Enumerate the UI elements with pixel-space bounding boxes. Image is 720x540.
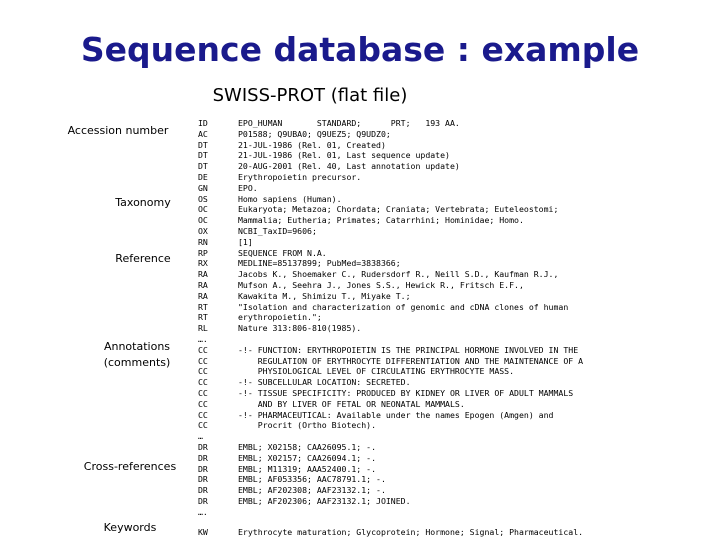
record-row: [198, 291, 583, 302]
record-row: [198, 150, 583, 161]
record-code: OC: [198, 215, 208, 226]
label-taxonomy: Taxonomy: [115, 196, 171, 209]
record-code: CC: [198, 398, 208, 409]
record-row: [198, 302, 583, 313]
label-keywords: Keywords: [103, 521, 157, 534]
record-text: [1]: [238, 236, 253, 247]
record-text: 21-JUL-1986 (Rel. 01, Last sequence update): [238, 150, 450, 161]
record-code: OX: [198, 225, 208, 236]
slide-title: Sequence database : example: [80, 30, 640, 69]
record-code: RA: [198, 269, 208, 280]
record-row: [198, 248, 583, 259]
label-reference: Reference: [115, 252, 171, 265]
record-code: CC: [198, 420, 208, 431]
record-text: -!- TISSUE SPECIFICITY: PRODUCED BY KIDNEY OR LIVER OF ADULT MAMMALS: [238, 387, 574, 398]
record-text: EPO_HUMAN STANDARD; PRT; 193 AA.: [238, 118, 460, 128]
record-row: [198, 161, 583, 172]
record-code: DT: [198, 161, 208, 172]
record-row: [198, 431, 583, 442]
record-row: [198, 226, 583, 237]
record-text: -!- PHARMACEUTICAL: Available under the names Epogen (Amgen) and: [238, 409, 554, 420]
record-text: "Isolation and characterization of genomic and cDNA clones of human: [238, 301, 569, 312]
record-text: Erythropoietin precursor.: [238, 171, 362, 182]
record-text: NCBI_TaxID=9606;: [238, 225, 317, 236]
record-text: 20-AUG-2001 (Rel. 40, Last annotation update): [238, 161, 460, 172]
record-row: [198, 399, 583, 410]
record-text: erythropoietin.";: [238, 312, 322, 323]
record-code: CC: [198, 377, 208, 388]
record-row: [198, 410, 583, 421]
record-row: [198, 118, 583, 129]
record-code: DR: [198, 452, 208, 463]
label-annotations: [77, 339, 197, 371]
label-accession: Accession number: [67, 124, 169, 137]
slide-subtitle: SWISS-PROT (flat file): [212, 85, 408, 106]
record-text: Mufson A., Seehra J., Jones S.S., Hewick R., Fritsch E.F.,: [238, 279, 524, 290]
record-row: [198, 280, 583, 291]
record-row: [198, 366, 583, 377]
record-row: [198, 323, 583, 334]
record-code: DE: [198, 171, 208, 182]
record-row: [198, 129, 583, 140]
record-text: Procrit (Ortho Biotech).: [238, 420, 377, 431]
record-text: EMBL; X02158; CAA26095.1; -.: [238, 441, 377, 452]
record-code: KW: [198, 527, 208, 537]
record-code: AC: [198, 128, 208, 139]
record-row: [198, 474, 583, 485]
record-row: [198, 388, 583, 399]
record-row: [198, 485, 583, 496]
record-row: [198, 464, 583, 475]
record-code: ID: [198, 118, 208, 128]
record-code: GN: [198, 182, 208, 193]
record-code: OC: [198, 204, 208, 215]
record-row: [198, 442, 583, 453]
record-code: CC: [198, 355, 208, 366]
swissprot-record: [198, 118, 583, 517]
record-code: CC: [198, 387, 208, 398]
record-text: -!- SUBCELLULAR LOCATION: SECRETED.: [238, 377, 411, 388]
record-code: DT: [198, 139, 208, 150]
record-text: Eukaryota; Metazoa; Chordata; Craniata; Vertebrata; Euteleostomi;: [238, 204, 559, 215]
record-text: EMBL; AF202308; AAF23132.1; -.: [238, 485, 386, 496]
record-row: [198, 420, 583, 431]
record-row: [198, 507, 583, 518]
record-text: Nature 313:806-810(1985).: [238, 323, 362, 334]
record-code: DR: [198, 463, 208, 474]
record-row: [198, 140, 583, 151]
record-row: [198, 356, 583, 367]
label-annotations-line1: Annotations: [103, 340, 171, 353]
record-text: EMBL; X02157; CAA26094.1; -.: [238, 452, 377, 463]
record-code: RX: [198, 258, 208, 269]
record-text: Homo sapiens (Human).: [238, 193, 342, 204]
record-row: [198, 312, 583, 323]
record-row: [198, 334, 583, 345]
record-text: PHYSIOLOGICAL LEVEL OF CIRCULATING ERYTHROCYTE MASS.: [238, 366, 515, 377]
record-text: Kawakita M., Shimizu T., Miyake T.;: [238, 290, 411, 301]
record-code: RA: [198, 290, 208, 301]
record-text: Erythrocyte maturation; Glycoprotein; Hormone; Signal; Pharmaceutical.: [238, 527, 584, 537]
record-row: [198, 377, 583, 388]
record-code: ….: [198, 506, 208, 517]
label-cross-references: Cross-references: [83, 460, 177, 473]
record-row: [198, 194, 583, 205]
record-row-keywords: [198, 527, 583, 538]
record-text: EMBL; M11319; AAA52400.1; -.: [238, 463, 377, 474]
record-code: DR: [198, 495, 208, 506]
record-code: RN: [198, 236, 208, 247]
label-annotations-line2: (comments): [103, 356, 171, 369]
record-row: [198, 258, 583, 269]
record-text: EPO.: [238, 182, 258, 193]
record-text: MEDLINE=85137899; PubMed=3838366;: [238, 258, 401, 269]
record-row: [198, 215, 583, 226]
record-row: [198, 237, 583, 248]
record-text: -!- FUNCTION: ERYTHROPOIETIN IS THE PRINCIPAL HORMONE INVOLVED IN THE: [238, 344, 579, 355]
record-text: P01588; Q9UBA0; Q9UEZ5; Q9UDZ0;: [238, 128, 391, 139]
record-row: [198, 172, 583, 183]
record-text: SEQUENCE FROM N.A.: [238, 247, 327, 258]
record-code: …: [198, 431, 203, 442]
record-code: RL: [198, 323, 208, 334]
record-code: RT: [198, 301, 208, 312]
record-text: Jacobs K., Shoemaker C., Rudersdorf R., Neill S.D., Kaufman R.J.,: [238, 269, 559, 280]
record-code: DR: [198, 441, 208, 452]
record-code: DR: [198, 474, 208, 485]
record-row: [198, 204, 583, 215]
record-text: AND BY LIVER OF FETAL OR NEONATAL MAMMALS.: [238, 398, 465, 409]
record-row: [198, 269, 583, 280]
record-code: RT: [198, 312, 208, 323]
record-code: RA: [198, 279, 208, 290]
record-row: [198, 345, 583, 356]
record-code: RP: [198, 247, 208, 258]
record-code: CC: [198, 366, 208, 377]
record-row: [198, 453, 583, 464]
record-row: [198, 496, 583, 507]
record-text: EMBL; AF202306; AAF23132.1; JOINED.: [238, 495, 411, 506]
record-code: DT: [198, 150, 208, 161]
record-text: REGULATION OF ERYTHROCYTE DIFFERENTIATION AND THE MAINTENANCE OF A: [238, 355, 584, 366]
record-code: CC: [198, 409, 208, 420]
record-text: Mammalia; Eutheria; Primates; Catarrhini; Hominidae; Homo.: [238, 215, 524, 226]
record-code: OS: [198, 193, 208, 204]
record-code: ….: [198, 333, 208, 344]
record-text: EMBL; AF053356; AAC78791.1; -.: [238, 474, 386, 485]
record-row: [198, 183, 583, 194]
record-code: CC: [198, 344, 208, 355]
record-text: 21-JUL-1986 (Rel. 01, Created): [238, 139, 386, 150]
record-code: DR: [198, 485, 208, 496]
